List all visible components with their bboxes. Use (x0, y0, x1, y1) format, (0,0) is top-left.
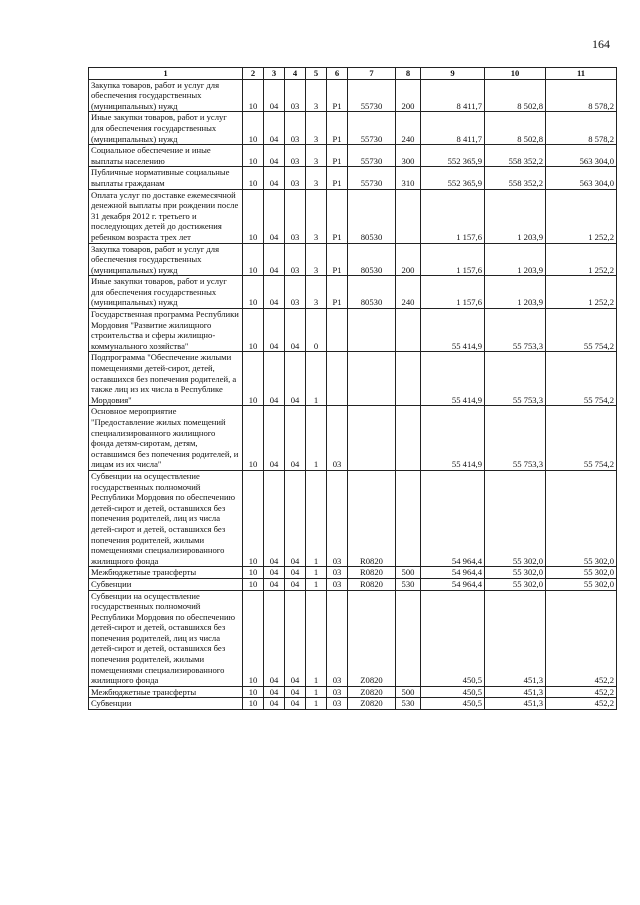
code-cell: 10 (243, 352, 264, 406)
amount-cell: 55 302,0 (546, 567, 617, 579)
code-cell: 03 (327, 470, 348, 566)
code-cell (348, 309, 396, 352)
code-cell: P1 (327, 112, 348, 145)
code-cell: 10 (243, 590, 264, 686)
amount-cell: 55 753,3 (485, 352, 546, 406)
amount-cell: 55 754,2 (546, 309, 617, 352)
table-body (89, 79, 617, 709)
amount-cell: 452,2 (546, 698, 617, 710)
code-cell: 04 (264, 309, 285, 352)
table-row (89, 590, 617, 686)
table-row (89, 578, 617, 590)
amount-cell: 451,3 (485, 590, 546, 686)
code-cell: 04 (285, 698, 306, 710)
code-cell: 03 (327, 698, 348, 710)
code-cell (396, 189, 421, 243)
amount-cell: 55 414,9 (421, 309, 485, 352)
amount-cell: 8 411,7 (421, 112, 485, 145)
code-cell: R0820 (348, 567, 396, 579)
code-cell (348, 352, 396, 406)
code-cell: 04 (264, 590, 285, 686)
code-cell: 10 (243, 406, 264, 471)
code-cell: 10 (243, 112, 264, 145)
amount-cell: 55 302,0 (546, 470, 617, 566)
header-row (89, 68, 617, 80)
amount-cell: 8 411,7 (421, 79, 485, 112)
column-header: 7 (348, 68, 396, 80)
code-cell: 500 (396, 686, 421, 698)
code-cell: 10 (243, 470, 264, 566)
code-cell: 80530 (348, 189, 396, 243)
code-cell: 10 (243, 567, 264, 579)
code-cell: 04 (264, 243, 285, 276)
column-header: 10 (485, 68, 546, 80)
column-header: 3 (264, 68, 285, 80)
code-cell (327, 352, 348, 406)
table-row (89, 309, 617, 352)
code-cell: 530 (396, 698, 421, 710)
row-name-cell: Межбюджетные трансферты (89, 567, 243, 579)
row-name-cell: Государственная программа Республики Мордовия "Развитие жилищного строительства и сферы жилищно-коммунального хозяйства" (89, 309, 243, 352)
code-cell: 04 (264, 112, 285, 145)
code-cell: 10 (243, 276, 264, 309)
amount-cell: 55 754,2 (546, 406, 617, 471)
amount-cell: 450,5 (421, 590, 485, 686)
code-cell (396, 309, 421, 352)
code-cell: 04 (285, 352, 306, 406)
code-cell: Z0820 (348, 590, 396, 686)
code-cell: 10 (243, 578, 264, 590)
code-cell: 04 (285, 470, 306, 566)
table-row (89, 686, 617, 698)
amount-cell: 558 352,2 (485, 145, 546, 167)
amount-cell: 452,2 (546, 686, 617, 698)
code-cell: 03 (285, 112, 306, 145)
code-cell: 04 (264, 79, 285, 112)
code-cell (396, 406, 421, 471)
code-cell: 55730 (348, 145, 396, 167)
code-cell: 1 (306, 590, 327, 686)
column-header: 1 (89, 68, 243, 80)
page-number: 164 (592, 37, 610, 51)
code-cell: 04 (264, 189, 285, 243)
row-name-cell: Субвенции (89, 578, 243, 590)
table-row (89, 112, 617, 145)
code-cell: R0820 (348, 578, 396, 590)
amount-cell: 8 578,2 (546, 79, 617, 112)
code-cell: 240 (396, 112, 421, 145)
code-cell: 530 (396, 578, 421, 590)
budget-table (88, 67, 617, 710)
code-cell: 10 (243, 243, 264, 276)
column-header: 2 (243, 68, 264, 80)
amount-cell: 1 157,6 (421, 276, 485, 309)
code-cell: 55730 (348, 79, 396, 112)
code-cell: 04 (264, 276, 285, 309)
code-cell: 0 (306, 309, 327, 352)
code-cell: 500 (396, 567, 421, 579)
amount-cell: 54 964,4 (421, 470, 485, 566)
code-cell: 03 (327, 578, 348, 590)
table-row (89, 243, 617, 276)
amount-cell: 8 502,8 (485, 79, 546, 112)
amount-cell: 1 157,6 (421, 189, 485, 243)
amount-cell: 563 304,0 (546, 167, 617, 189)
code-cell: 3 (306, 189, 327, 243)
amount-cell: 1 203,9 (485, 243, 546, 276)
code-cell: P1 (327, 79, 348, 112)
code-cell: 3 (306, 79, 327, 112)
code-cell: 03 (327, 590, 348, 686)
row-name-cell: Межбюджетные трансферты (89, 686, 243, 698)
code-cell (327, 309, 348, 352)
row-name-cell: Субвенции на осуществление государственных полномочий Республики Мордовия по обеспечению детей-сирот и детей, оставшихся без попечения родителей, лиц из числа детей-сирот и детей, оставшихся без попечения родителей, жилыми помещениями специализированного жилищного фонда (89, 470, 243, 566)
column-header: 9 (421, 68, 485, 80)
row-name-cell: Субвенции на осуществление государственных полномочий Республики Мордовия по обеспечению детей-сирот и детей, оставшихся без попечения родителей, лиц из числа детей-сирот и детей, оставшихся без попечения родителей, жилыми помещениями специализированного жилищного фонда (89, 590, 243, 686)
code-cell (348, 406, 396, 471)
code-cell: 03 (285, 167, 306, 189)
code-cell: 3 (306, 243, 327, 276)
code-cell: 1 (306, 567, 327, 579)
code-cell: 55730 (348, 167, 396, 189)
amount-cell: 55 302,0 (546, 578, 617, 590)
row-name-cell: Оплата услуг по доставке ежемесячной денежной выплаты при рождении после 31 декабря 2012 г. третьего и последующих детей до достижения ребенком возраста трех лет (89, 189, 243, 243)
code-cell: 200 (396, 243, 421, 276)
code-cell: 04 (285, 578, 306, 590)
code-cell: 10 (243, 79, 264, 112)
code-cell: 04 (264, 686, 285, 698)
code-cell: 10 (243, 698, 264, 710)
row-name-cell: Подпрограмма "Обеспечение жилыми помещениями детей-сирот, детей, оставшихся без попечения родителей, а также лиц из их числа в Республике Мордовия" (89, 352, 243, 406)
code-cell: Z0820 (348, 698, 396, 710)
row-name-cell: Основное мероприятие "Предоставление жилых помещений специализированного жилищного фонда детям-сиротам, детям, оставшимся без попечения родителей, и лицам из их числа" (89, 406, 243, 471)
amount-cell: 552 365,9 (421, 145, 485, 167)
row-name-cell: Социальное обеспечение и иные выплаты населению (89, 145, 243, 167)
row-name-cell: Закупка товаров, работ и услуг для обеспечения государственных (муниципальных) нужд (89, 243, 243, 276)
table-row (89, 470, 617, 566)
code-cell: 04 (285, 406, 306, 471)
amount-cell: 450,5 (421, 698, 485, 710)
code-cell: 03 (285, 79, 306, 112)
code-cell: 1 (306, 686, 327, 698)
code-cell: 3 (306, 145, 327, 167)
code-cell: 200 (396, 79, 421, 112)
row-name-cell: Иные закупки товаров, работ и услуг для обеспечения государственных (муниципальных) нужд (89, 276, 243, 309)
code-cell: 04 (264, 470, 285, 566)
code-cell: 04 (264, 352, 285, 406)
code-cell: 300 (396, 145, 421, 167)
code-cell: 04 (264, 567, 285, 579)
code-cell: 10 (243, 145, 264, 167)
amount-cell: 55 302,0 (485, 567, 546, 579)
table-row (89, 567, 617, 579)
table-row (89, 167, 617, 189)
table-row (89, 406, 617, 471)
amount-cell: 451,3 (485, 686, 546, 698)
column-header: 5 (306, 68, 327, 80)
code-cell: 04 (264, 578, 285, 590)
amount-cell: 1 252,2 (546, 276, 617, 309)
amount-cell: 1 252,2 (546, 189, 617, 243)
code-cell: 80530 (348, 243, 396, 276)
amount-cell: 450,5 (421, 686, 485, 698)
code-cell: 1 (306, 352, 327, 406)
amount-cell: 1 203,9 (485, 276, 546, 309)
code-cell: 04 (264, 698, 285, 710)
amount-cell: 54 964,4 (421, 567, 485, 579)
table-row (89, 145, 617, 167)
amount-cell: 55 753,3 (485, 309, 546, 352)
table-row (89, 352, 617, 406)
amount-cell: 55 414,9 (421, 406, 485, 471)
column-header: 8 (396, 68, 421, 80)
code-cell: P1 (327, 167, 348, 189)
code-cell: Z0820 (348, 686, 396, 698)
code-cell: 03 (285, 243, 306, 276)
code-cell: P1 (327, 243, 348, 276)
code-cell: 3 (306, 112, 327, 145)
code-cell: R0820 (348, 470, 396, 566)
row-name-cell: Публичные нормативные социальные выплаты гражданам (89, 167, 243, 189)
column-header: 4 (285, 68, 306, 80)
row-name-cell: Субвенции (89, 698, 243, 710)
amount-cell: 1 157,6 (421, 243, 485, 276)
code-cell: P1 (327, 189, 348, 243)
code-cell: P1 (327, 145, 348, 167)
code-cell: 04 (285, 590, 306, 686)
code-cell: 310 (396, 167, 421, 189)
amount-cell: 1 203,9 (485, 189, 546, 243)
column-header: 6 (327, 68, 348, 80)
amount-cell: 1 252,2 (546, 243, 617, 276)
code-cell: 10 (243, 309, 264, 352)
code-cell: 10 (243, 686, 264, 698)
code-cell: 240 (396, 276, 421, 309)
code-cell: 80530 (348, 276, 396, 309)
code-cell: 04 (264, 167, 285, 189)
code-cell: 04 (264, 145, 285, 167)
amount-cell: 55 302,0 (485, 578, 546, 590)
code-cell: 1 (306, 578, 327, 590)
code-cell (396, 470, 421, 566)
code-cell: 10 (243, 167, 264, 189)
code-cell: 1 (306, 470, 327, 566)
code-cell: 03 (285, 276, 306, 309)
code-cell: 04 (285, 309, 306, 352)
amount-cell: 558 352,2 (485, 167, 546, 189)
amount-cell: 563 304,0 (546, 145, 617, 167)
code-cell: 04 (264, 406, 285, 471)
code-cell: 3 (306, 276, 327, 309)
code-cell: 03 (327, 567, 348, 579)
code-cell: 3 (306, 167, 327, 189)
code-cell: 04 (285, 686, 306, 698)
amount-cell: 54 964,4 (421, 578, 485, 590)
code-cell: 04 (285, 567, 306, 579)
code-cell: 03 (285, 189, 306, 243)
row-name-cell: Иные закупки товаров, работ и услуг для обеспечения государственных (муниципальных) нужд (89, 112, 243, 145)
code-cell: 10 (243, 189, 264, 243)
code-cell (396, 590, 421, 686)
table-row (89, 189, 617, 243)
amount-cell: 55 754,2 (546, 352, 617, 406)
amount-cell: 451,3 (485, 698, 546, 710)
code-cell: 1 (306, 698, 327, 710)
amount-cell: 55 302,0 (485, 470, 546, 566)
amount-cell: 55 753,3 (485, 406, 546, 471)
code-cell: 03 (327, 686, 348, 698)
amount-cell: 8 578,2 (546, 112, 617, 145)
amount-cell: 552 365,9 (421, 167, 485, 189)
table-row (89, 276, 617, 309)
table-row (89, 79, 617, 112)
amount-cell: 452,2 (546, 590, 617, 686)
row-name-cell: Закупка товаров, работ и услуг для обеспечения государственных (муниципальных) нужд (89, 79, 243, 112)
amount-cell: 8 502,8 (485, 112, 546, 145)
code-cell: 1 (306, 406, 327, 471)
column-header: 11 (546, 68, 617, 80)
code-cell: 03 (327, 406, 348, 471)
code-cell: 03 (285, 145, 306, 167)
table-row (89, 698, 617, 710)
code-cell: P1 (327, 276, 348, 309)
amount-cell: 55 414,9 (421, 352, 485, 406)
code-cell: 55730 (348, 112, 396, 145)
code-cell (396, 352, 421, 406)
